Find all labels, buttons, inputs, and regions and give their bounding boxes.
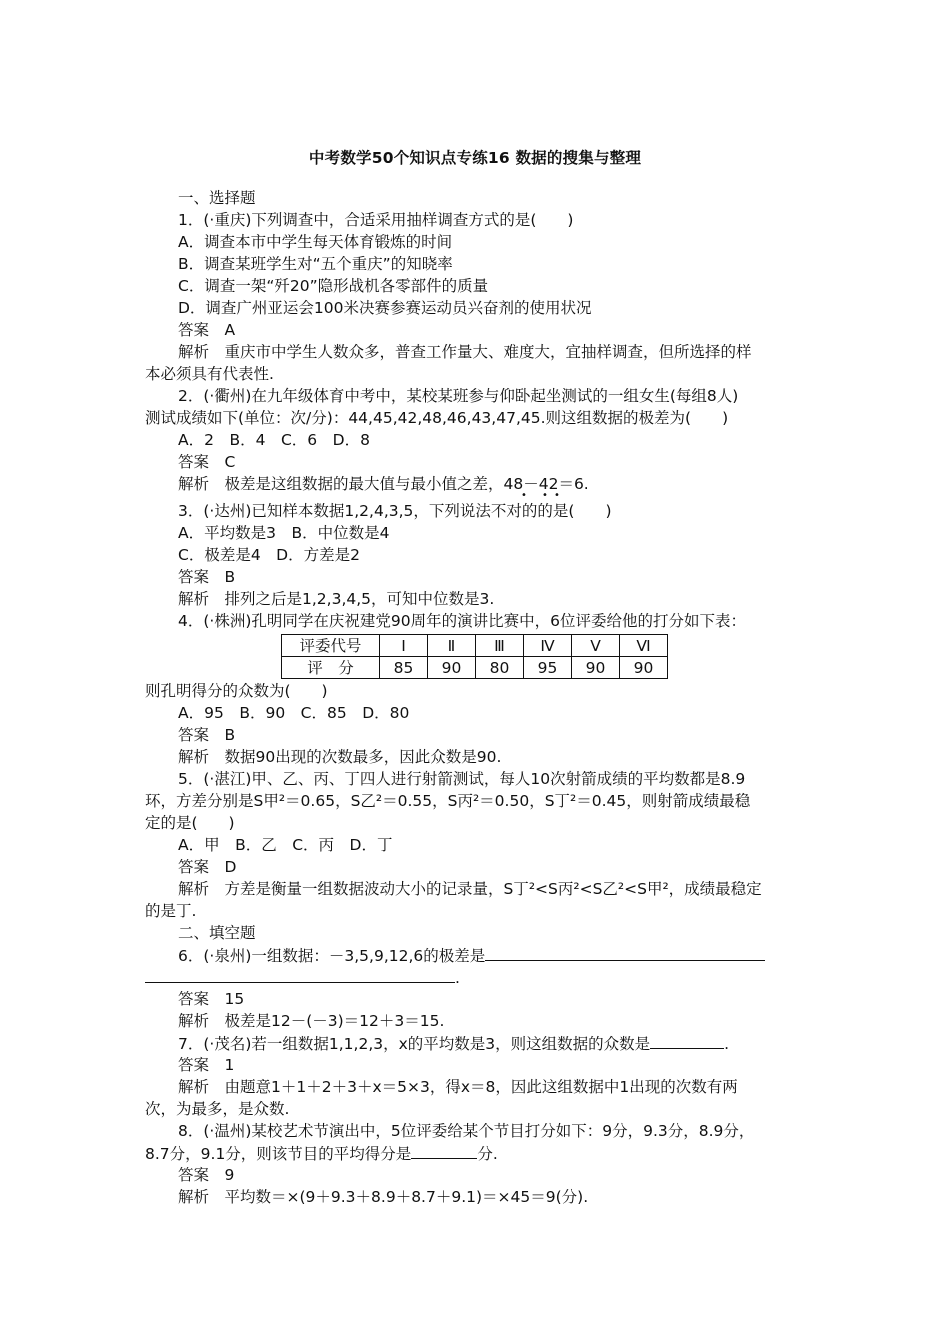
question-7: 7．(·茂名)若一组数据1,1,2,3，x的平均数是3，则这组数据的众数是 .	[178, 1035, 730, 1053]
q4-explanation: 解析 数据90出现的次数最多，因此众数是90.	[178, 748, 502, 766]
q2-answer: 答案 C	[178, 453, 236, 471]
question-8: 8．(·温州)某校艺术节演出中，5位评委给某个节目打分如下：9分，9.3分，8.9分，	[178, 1122, 755, 1140]
q1-option-b: B．调查某班学生对“五个重庆”的知晓率	[178, 255, 453, 273]
section-heading-fill: 二、填空题	[178, 924, 256, 942]
q2-explanation: 解析 极差是这组数据的最大值与最小值之差，48－42＝6.	[178, 475, 589, 493]
q4-question-cont: 则孔明得分的众数为( )	[145, 682, 328, 700]
q8-explanation: 解析 平均数＝×(9＋9.3＋8.9＋8.7＋9.1)＝×45＝9(分).	[178, 1188, 589, 1206]
q1-option-a: A．调查本市中学生每天体育锻炼的时间	[178, 233, 453, 251]
table-cell: 90	[428, 657, 476, 679]
q7-explanation-cont: 次，为最多，是众数.	[145, 1100, 290, 1118]
question-1: 1．(·重庆)下列调查中，合适采用抽样调查方式的是( )	[178, 211, 574, 229]
table-row	[282, 657, 668, 679]
q1-option-d: D．调查广州亚运会100米决赛参赛运动员兴奋剂的使用状况	[178, 299, 592, 317]
q3-options-ab: A．平均数是3 B．中位数是4	[178, 524, 390, 542]
question-6-cont	[145, 967, 815, 988]
q1-explanation-cont: 本必须具有代表性.	[145, 365, 274, 383]
score-table	[281, 634, 668, 679]
q3-explanation: 解析 排列之后是1,2,3,4,5，可知中位数是3.	[178, 590, 495, 608]
table-cell: Ⅵ	[620, 635, 668, 657]
question-8-text: 8.7分，9.1分，则该节目的平均得分是	[145, 1145, 412, 1163]
q5-explanation: 解析 方差是衡量一组数据波动大小的记录量，S丁²<S丙²<S乙²<S甲²，成绩最稳定	[178, 880, 762, 898]
question-5-cont2: 定的是( )	[145, 814, 235, 832]
q5-answer: 答案 D	[178, 858, 237, 876]
q2-options: A．2 B．4 C．6 D．8	[178, 431, 370, 449]
q5-explanation-cont: 的是丁.	[145, 902, 197, 920]
table-cell: Ⅴ	[572, 635, 620, 657]
question-6-text: 6．(·泉州)一组数据：－3,5,9,12,6的极差是	[178, 947, 486, 965]
q7-answer: 答案 1	[178, 1056, 235, 1074]
q5-options: A．甲 B．乙 C．丙 D．丁	[178, 836, 393, 854]
question-5: 5．(·湛江)甲、乙、丙、丁四人进行射箭测试，每人10次射箭成绩的平均数都是8.9	[178, 770, 746, 788]
emphasis-dot: •	[554, 490, 560, 501]
q7-explanation: 解析 由题意1＋1＋2＋3＋x＝5×3，得x＝8，因此这组数据中1出现的次数有两	[178, 1078, 738, 1096]
table-cell: 95	[524, 657, 572, 679]
document-title: 中考数学50个知识点专练16 数据的搜集与整理	[308, 149, 642, 167]
q1-option-c: C．调查一架“歼20”隐形战机各零部件的质量	[178, 277, 489, 295]
table-cell: 90	[572, 657, 620, 679]
q3-options-cd: C．极差是4 D．方差是2	[178, 546, 360, 564]
question-2: 2．(·衢州)在九年级体育中考中，某校某班参与仰卧起坐测试的一组女生(每组8人)	[178, 387, 739, 405]
q6-explanation: 解析 极差是12－(－3)＝12＋3＝15.	[178, 1012, 445, 1030]
question-7-text: 7．(·茂名)若一组数据1,1,2,3，x的平均数是3，则这组数据的众数是	[178, 1035, 651, 1053]
section-heading-choice: 一、选择题	[178, 189, 256, 207]
q4-options: A．95 B．90 C．85 D．80	[178, 704, 410, 722]
q3-answer: 答案 B	[178, 568, 236, 586]
table-cell: Ⅳ	[524, 635, 572, 657]
table-cell: 评 分	[282, 657, 380, 679]
table-row	[282, 635, 668, 657]
question-5-cont: 环，方差分别是S甲²＝0.65，S乙²＝0.55，S丙²＝0.50，S丁²＝0.45，则射箭成绩最稳	[145, 792, 751, 810]
table-cell: 80	[476, 657, 524, 679]
answer-blank	[650, 1033, 724, 1049]
answer-blank	[145, 967, 455, 983]
table-cell: 评委代号	[282, 635, 380, 657]
q1-explanation: 解析 重庆市中学生人数众多，普查工作量大、难度大，宜抽样调查，但所选择的样	[178, 343, 752, 361]
question-4: 4．(·株洲)孔明同学在庆祝建党90周年的演讲比赛中，6位评委给他的打分如下表：	[178, 612, 746, 630]
table-cell: Ⅲ	[476, 635, 524, 657]
question-3: 3．(·达州)已知样本数据1,2,4,3,5，下列说法不对的的是( )	[178, 502, 612, 520]
answer-blank	[411, 1143, 477, 1159]
q1-answer: 答案 A	[178, 321, 236, 339]
table-cell: 90	[620, 657, 668, 679]
emphasis-dot: •	[542, 490, 548, 501]
table-cell: Ⅱ	[428, 635, 476, 657]
q8-answer: 答案 9	[178, 1166, 235, 1184]
question-2-cont: 测试成绩如下(单位：次/分)：44,45,42,48,46,43,47,45.则这组数据的极差为( )	[145, 409, 729, 427]
q4-answer: 答案 B	[178, 726, 236, 744]
answer-blank	[485, 945, 765, 961]
q6-answer: 答案 15	[178, 990, 245, 1008]
question-6-end: .	[455, 969, 460, 987]
question-8-end: 分.	[477, 1145, 498, 1163]
question-6	[145, 945, 848, 966]
emphasis-dot: •	[521, 490, 527, 501]
table-cell: 85	[380, 657, 428, 679]
table-cell: Ⅰ	[380, 635, 428, 657]
question-8-cont	[145, 1143, 815, 1164]
